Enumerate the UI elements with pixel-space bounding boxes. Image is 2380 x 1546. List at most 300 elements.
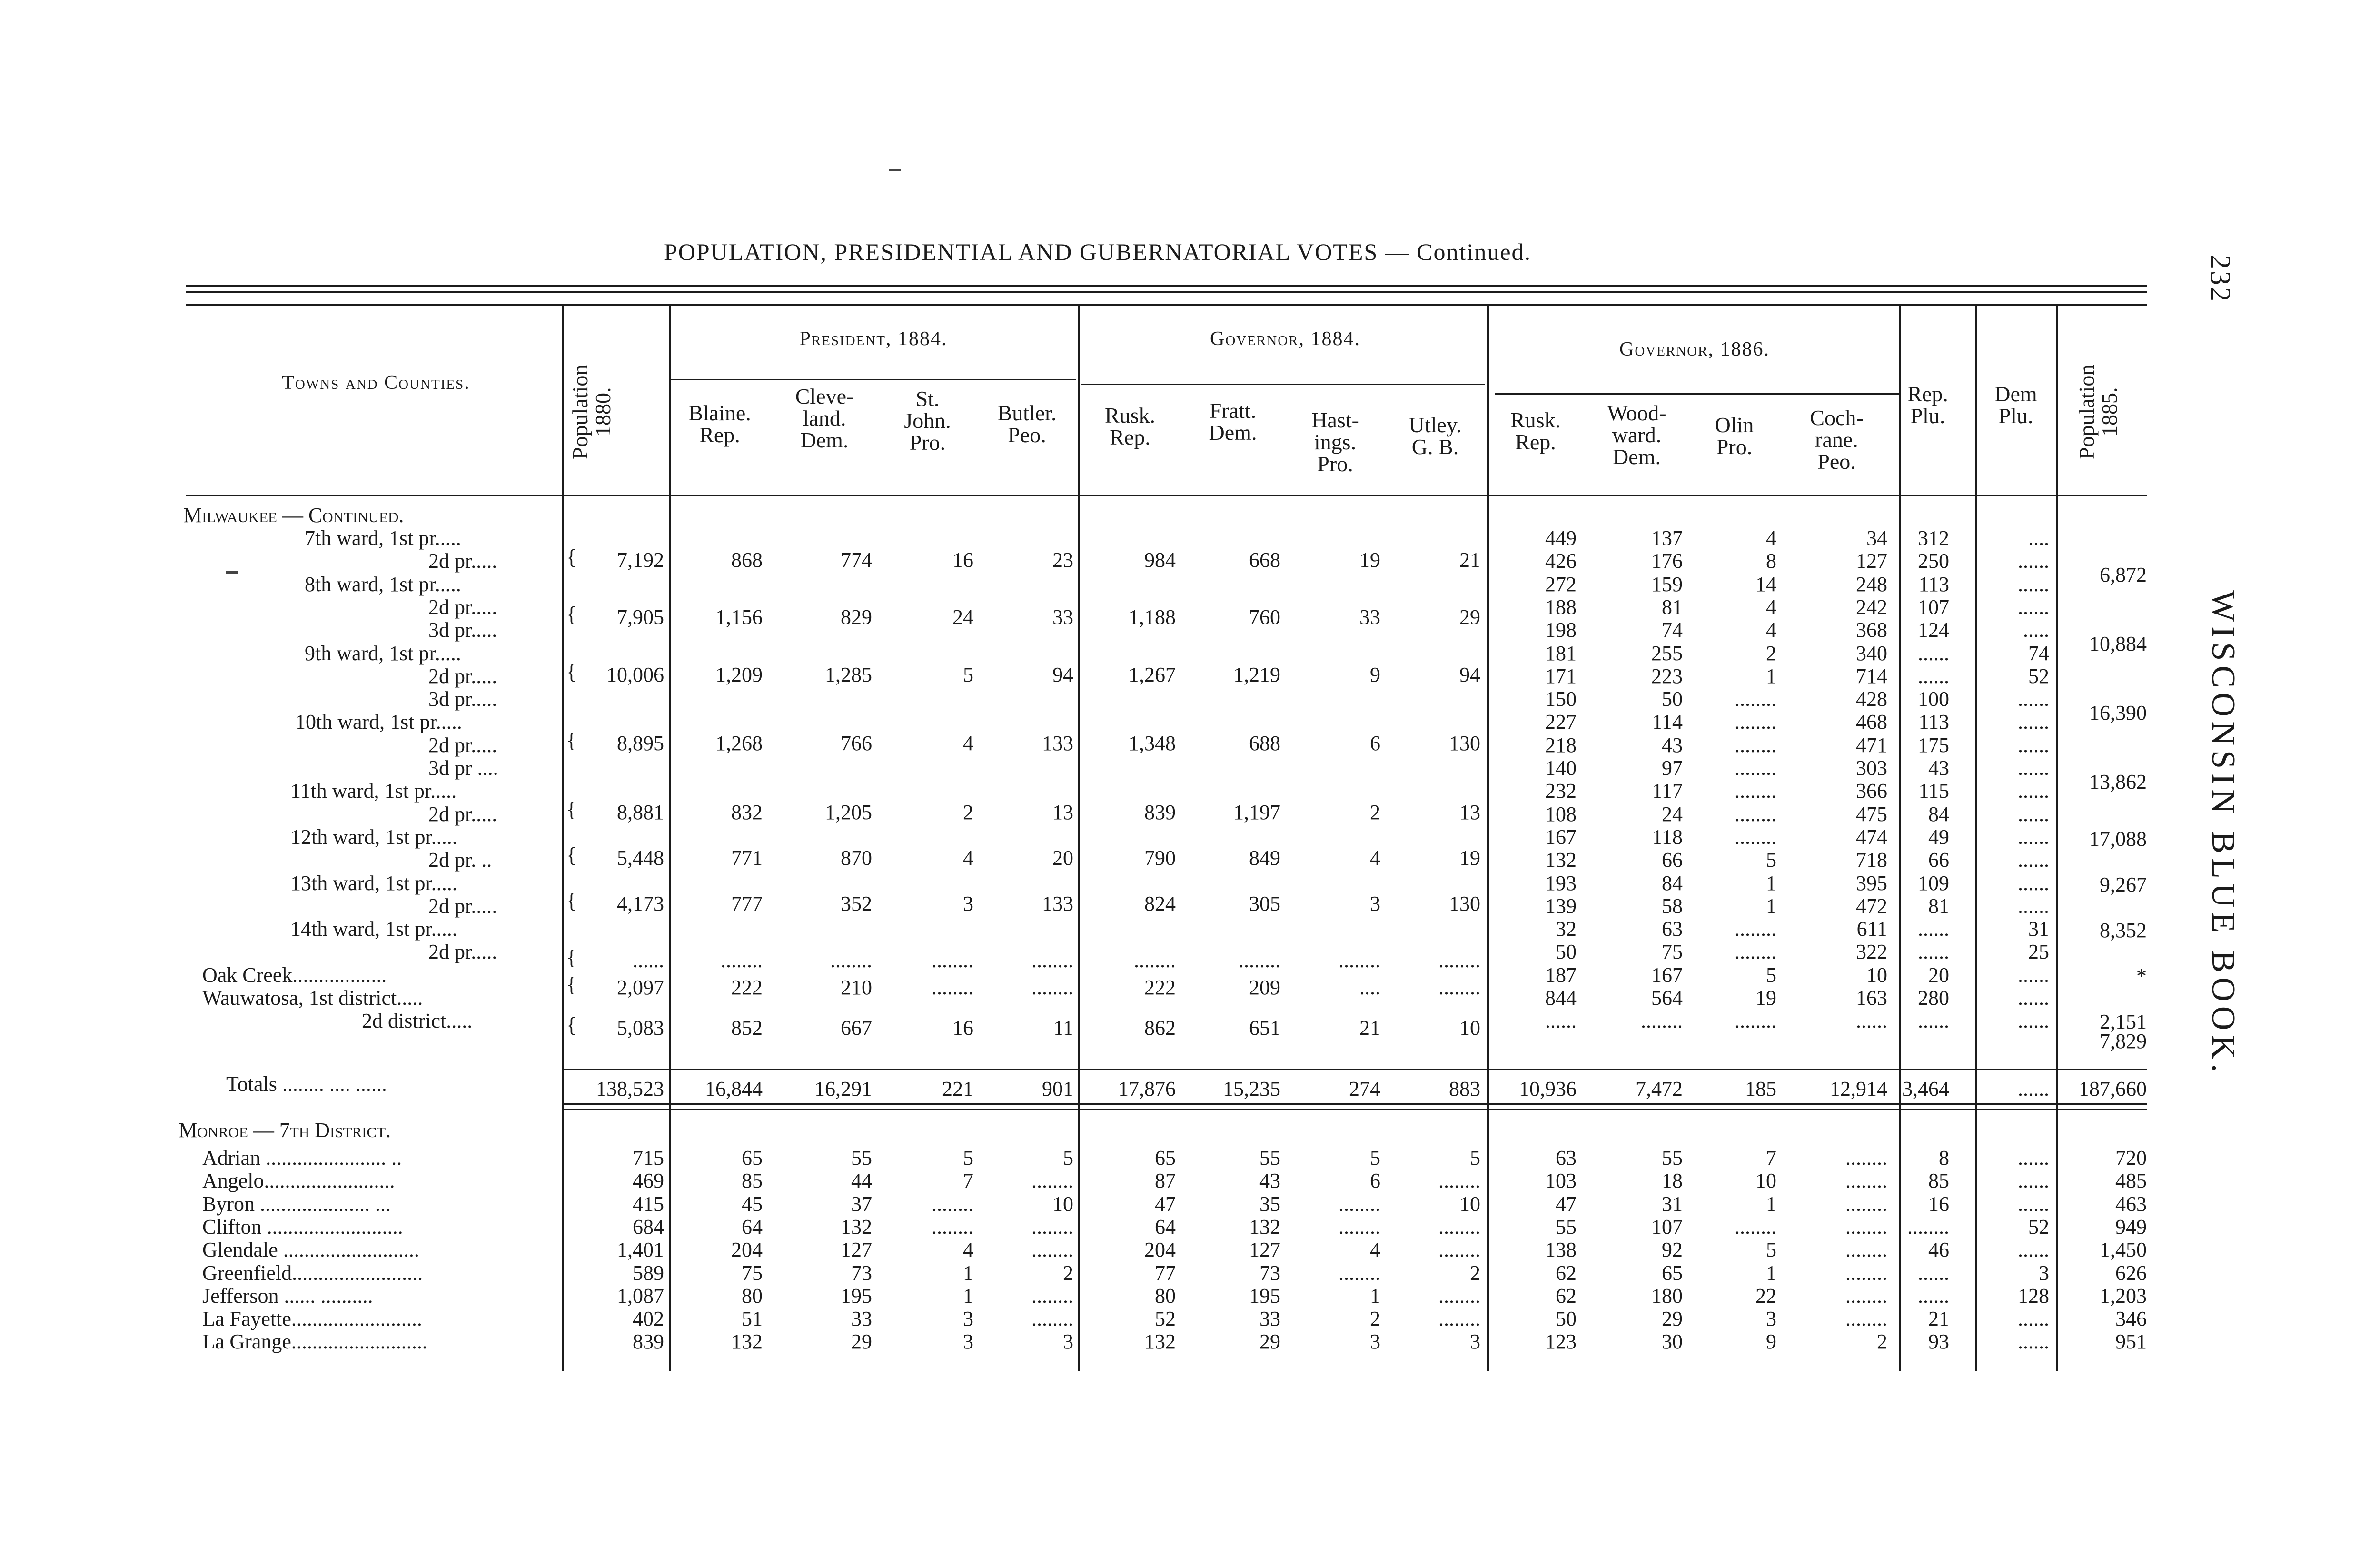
- vote-cell: 117: [1652, 779, 1683, 803]
- vote-cell: 97: [1662, 756, 1683, 780]
- vote-cell: 20: [1928, 963, 1949, 987]
- top-rule-lower: [186, 304, 2147, 306]
- vote-cell: 113: [1918, 710, 1949, 734]
- population-1885-cell: *: [2136, 964, 2147, 988]
- vote-cell: 107: [1651, 1215, 1683, 1239]
- vote-cell: 13: [1052, 801, 1073, 824]
- vote-cell: 2: [1877, 1330, 1887, 1354]
- vote-cell: 5: [1766, 848, 1776, 872]
- vote-cell: 10: [1459, 1192, 1480, 1216]
- vote-cell: ......: [1918, 664, 1949, 688]
- vote-cell: ......: [1918, 917, 1949, 941]
- row-label: 10th ward, 1st pr.....: [295, 710, 462, 734]
- row-label: 2d district.....: [362, 1009, 473, 1033]
- vote-cell: ........: [1239, 949, 1280, 972]
- vote-cell: 84: [1662, 871, 1683, 895]
- column-header: Dem Plu.: [1994, 382, 2037, 428]
- vote-cell: 9: [1766, 1330, 1776, 1354]
- vote-cell: 52: [2028, 1215, 2049, 1239]
- vote-cell: ........: [1845, 1169, 1887, 1193]
- vote-cell: 1: [1766, 664, 1776, 688]
- vote-cell: 128: [2018, 1284, 2049, 1308]
- population-1885-cell: 949: [2115, 1215, 2147, 1239]
- vote-cell: ........: [1735, 1215, 1776, 1239]
- vote-cell: 92: [1662, 1238, 1683, 1262]
- vote-cell: ........: [1031, 1238, 1073, 1262]
- vote-cell: ........: [932, 1192, 973, 1216]
- population-1880-cell: 10,006: [606, 663, 664, 686]
- vote-cell: 132: [1249, 1215, 1280, 1239]
- vote-cell: ........: [932, 976, 973, 999]
- vote-cell: 2: [963, 801, 973, 824]
- section-monroe: Monroe — 7th District.: [178, 1119, 391, 1142]
- vote-cell: ........: [1438, 1307, 1480, 1331]
- population-1880-cell: 715: [633, 1146, 664, 1169]
- vote-cell: 193: [1545, 871, 1577, 895]
- vote-cell: 73: [1259, 1261, 1280, 1285]
- vote-cell: 7: [1766, 1146, 1776, 1169]
- vote-cell: 852: [731, 1016, 763, 1040]
- population-1885-cell: 1,450: [2100, 1238, 2147, 1262]
- vote-cell: 3: [1063, 1330, 1073, 1354]
- col-rule: [1488, 305, 1489, 1371]
- vote-cell: 55: [1259, 1146, 1280, 1169]
- row-label: Jefferson ...... ..........: [202, 1284, 373, 1308]
- row-label: 2d pr. ..: [428, 848, 492, 872]
- vote-cell: ........: [1845, 1238, 1887, 1262]
- vote-cell: 1: [1766, 871, 1776, 895]
- vote-cell: 43: [1928, 756, 1949, 780]
- vote-cell: ....: [2028, 526, 2049, 550]
- vote-cell: 80: [1155, 1284, 1176, 1308]
- vote-cell: 5: [1766, 963, 1776, 987]
- vote-cell: ......: [2018, 595, 2049, 619]
- population-1880-cell: 4,173: [617, 892, 664, 915]
- vote-cell: 4: [1766, 526, 1776, 550]
- vote-cell: ......: [1545, 1009, 1577, 1033]
- population-1885-cell: 346: [2115, 1307, 2147, 1331]
- vote-cell: 33: [851, 1307, 872, 1331]
- vote-cell: 103: [1545, 1169, 1577, 1193]
- vote-cell: 43: [1259, 1169, 1280, 1193]
- population-1885-cell: 951: [2115, 1330, 2147, 1354]
- group-rule-president: [671, 379, 1076, 380]
- row-label: 2d pr.....: [428, 940, 497, 964]
- vote-cell: 195: [1249, 1284, 1280, 1308]
- vote-cell: 81: [1928, 894, 1949, 918]
- vote-cell: 248: [1856, 572, 1887, 596]
- vote-cell: ........: [1735, 733, 1776, 757]
- vote-cell: 849: [1249, 846, 1280, 870]
- vote-cell: 14: [1755, 572, 1776, 596]
- section-milwaukee: Milwaukee — Continued.: [183, 504, 404, 527]
- vote-cell: 132: [1144, 1330, 1176, 1354]
- vote-cell: 7: [963, 1169, 973, 1193]
- population-1880-cell: 839: [633, 1330, 664, 1354]
- vote-cell: 132: [841, 1215, 872, 1239]
- row-label: 3d pr.....: [428, 618, 497, 642]
- vote-cell: 1: [963, 1261, 973, 1285]
- vote-cell: 150: [1545, 687, 1577, 711]
- vote-cell: 94: [1052, 663, 1073, 686]
- vote-cell: 65: [1155, 1146, 1176, 1169]
- vote-cell: ........: [1438, 976, 1480, 999]
- vote-cell: 5: [963, 663, 973, 686]
- vote-cell: 55: [1556, 1215, 1577, 1239]
- column-header: Utley. G. B.: [1408, 413, 1462, 459]
- vote-cell: 3: [2039, 1261, 2049, 1285]
- vote-cell: 449: [1545, 526, 1577, 550]
- vote-cell: 2: [1470, 1261, 1480, 1285]
- vote-cell: 34: [1866, 526, 1887, 550]
- vote-cell: 766: [841, 732, 872, 755]
- vote-cell: ........: [1031, 949, 1073, 972]
- population-1880-total: 138,523: [596, 1077, 664, 1100]
- vote-cell: 16: [1928, 1192, 1949, 1216]
- vote-cell: 139: [1545, 894, 1577, 918]
- vote-cell: 366: [1856, 779, 1887, 803]
- vote-cell: 65: [742, 1146, 763, 1169]
- vote-cell: ........: [1031, 1307, 1073, 1331]
- vote-cell: ........: [1339, 1261, 1380, 1285]
- vote-cell: 127: [841, 1238, 872, 1262]
- vote-cell: 777: [731, 892, 763, 915]
- vote-cell: 667: [841, 1016, 872, 1040]
- vote-cell: 66: [1928, 848, 1949, 872]
- row-label: Greenfield.........................: [202, 1261, 423, 1285]
- vote-total: 16,844: [705, 1077, 763, 1100]
- vote-cell: 1: [1766, 894, 1776, 918]
- vote-cell: ........: [830, 949, 872, 972]
- vote-cell: 140: [1545, 756, 1577, 780]
- row-label: 2d pr.....: [428, 894, 497, 918]
- vote-cell: 10: [1459, 1016, 1480, 1040]
- brace-mark: {: [566, 729, 577, 752]
- top-rule-thin: [186, 291, 2147, 293]
- vote-cell: 33: [1359, 605, 1380, 629]
- col-rule: [1975, 305, 1977, 1371]
- vote-cell: 44: [851, 1169, 872, 1193]
- population-1880-cell: 684: [633, 1215, 664, 1239]
- row-label: Byron ..................... ...: [202, 1192, 391, 1216]
- vote-cell: 718: [1856, 848, 1887, 872]
- vote-cell: 3: [1370, 1330, 1380, 1354]
- vote-cell: 29: [1662, 1307, 1683, 1331]
- row-label: Glendale ..........................: [202, 1238, 419, 1262]
- vote-cell: 280: [1918, 986, 1949, 1010]
- row-label: La Fayette.........................: [202, 1307, 422, 1331]
- vote-cell: 3: [963, 1307, 973, 1331]
- vote-cell: 108: [1545, 802, 1577, 826]
- population-1885-cell: 6,872: [2100, 563, 2147, 586]
- vote-cell: 222: [731, 976, 763, 999]
- brace-mark: {: [566, 798, 577, 821]
- vote-cell: ........: [1735, 756, 1776, 780]
- vote-cell: 870: [841, 846, 872, 870]
- vote-cell: 4: [1766, 618, 1776, 642]
- totals-rule-below: [562, 1103, 2147, 1105]
- vote-cell: 43: [1662, 733, 1683, 757]
- population-1885-cell: 17,088: [2089, 827, 2147, 851]
- vote-cell: 52: [1155, 1307, 1176, 1331]
- scan-speck: [889, 169, 901, 171]
- vote-cell: ........: [1845, 1192, 1887, 1216]
- vote-cell: ......: [2018, 1146, 2049, 1169]
- vote-cell: 62: [1556, 1261, 1577, 1285]
- vote-cell: ........: [1907, 1215, 1949, 1239]
- vote-cell: 4: [1766, 595, 1776, 619]
- vote-cell: ........: [1438, 1284, 1480, 1308]
- vote-cell: 85: [742, 1169, 763, 1193]
- col-rule: [562, 305, 564, 1371]
- vote-cell: 564: [1651, 986, 1683, 1010]
- vote-cell: 218: [1545, 733, 1577, 757]
- population-1885-total: 187,660: [2079, 1077, 2147, 1100]
- vote-cell: 10: [1052, 1192, 1073, 1216]
- vote-total: 10,936: [1519, 1077, 1577, 1100]
- vote-total: 17,876: [1118, 1077, 1176, 1100]
- vote-cell: 668: [1249, 548, 1280, 572]
- vote-cell: 1,209: [715, 663, 763, 686]
- vote-cell: 18: [1662, 1169, 1683, 1193]
- vote-cell: 13: [1459, 801, 1480, 824]
- vote-cell: 3: [963, 892, 973, 915]
- vote-cell: ........: [1641, 1009, 1683, 1033]
- vote-cell: 37: [851, 1192, 872, 1216]
- vote-cell: 4: [963, 732, 973, 755]
- vote-cell: ......: [2018, 871, 2049, 895]
- column-header: Wood- ward. Dem.: [1607, 401, 1666, 469]
- vote-cell: ........: [1438, 949, 1480, 972]
- vote-cell: 47: [1556, 1192, 1577, 1216]
- vote-cell: 1: [1766, 1261, 1776, 1285]
- population-1880-cell: 415: [633, 1192, 664, 1216]
- population-1885-cell: 2,151: [2100, 1010, 2147, 1033]
- vote-cell: 2: [1766, 641, 1776, 665]
- brace-mark: {: [566, 1013, 577, 1037]
- population-1885-cell: 485: [2115, 1169, 2147, 1193]
- vote-cell: 1,268: [715, 732, 763, 755]
- vote-cell: 58: [1662, 894, 1683, 918]
- vote-cell: 29: [1459, 605, 1480, 629]
- vote-cell: 45: [742, 1192, 763, 1216]
- vote-cell: 250: [1918, 549, 1949, 573]
- vote-cell: 50: [1556, 940, 1577, 964]
- vote-cell: ......: [2018, 802, 2049, 826]
- vote-cell: ......: [2018, 894, 2049, 918]
- vote-cell: ........: [1339, 1192, 1380, 1216]
- vote-cell: ......: [2018, 779, 2049, 803]
- vote-cell: 5: [963, 1146, 973, 1169]
- vote-cell: 100: [1918, 687, 1949, 711]
- vote-cell: ........: [1735, 825, 1776, 849]
- vote-cell: 87: [1155, 1169, 1176, 1193]
- vote-cell: 6: [1370, 1169, 1380, 1193]
- vote-cell: 198: [1545, 618, 1577, 642]
- population-1885-cell: 16,390: [2089, 701, 2147, 724]
- vote-cell: 3: [1766, 1307, 1776, 1331]
- vote-cell: 1,219: [1233, 663, 1280, 686]
- vote-cell: 66: [1662, 848, 1683, 872]
- vote-cell: 4: [1370, 1238, 1380, 1262]
- vote-cell: 133: [1042, 732, 1073, 755]
- vote-cell: 75: [742, 1261, 763, 1285]
- vote-cell: ........: [1438, 1238, 1480, 1262]
- vote-cell: 130: [1449, 892, 1480, 915]
- vote-cell: 1,205: [825, 801, 872, 824]
- vote-cell: 474: [1856, 825, 1887, 849]
- population-1885-cell: 720: [2115, 1146, 2147, 1169]
- vote-cell: ........: [1735, 1009, 1776, 1033]
- population-1885-cell: 7,829: [2100, 1030, 2147, 1053]
- pop1885-header: Population 1885.: [2074, 364, 2122, 459]
- vote-cell: ........: [1031, 1169, 1073, 1193]
- group-rule-gov1886: [1495, 393, 1899, 395]
- population-1880-cell: 2,097: [617, 976, 664, 999]
- vote-cell: 5: [1370, 1146, 1380, 1169]
- row-label: 2d pr.....: [428, 802, 497, 826]
- towns-header: Towns and Counties.: [282, 372, 470, 394]
- vote-cell: 368: [1856, 618, 1887, 642]
- vote-cell: 167: [1545, 825, 1577, 849]
- vote-cell: 159: [1651, 572, 1683, 596]
- row-label: 8th ward, 1st pr.....: [305, 572, 461, 596]
- vote-cell: ........: [1438, 1169, 1480, 1193]
- vote-cell: 25: [2028, 940, 2049, 964]
- vote-cell: 1: [963, 1284, 973, 1308]
- vote-cell: 33: [1052, 605, 1073, 629]
- vote-cell: 11: [1053, 1016, 1073, 1040]
- brace-mark: {: [566, 946, 577, 969]
- vote-cell: 984: [1144, 548, 1176, 572]
- vote-cell: ......: [2018, 1238, 2049, 1262]
- col-rule: [1899, 305, 1901, 1371]
- vote-cell: 195: [841, 1284, 872, 1308]
- vote-cell: ......: [1918, 940, 1949, 964]
- population-1885-cell: 9,267: [2100, 873, 2147, 896]
- vote-cell: 322: [1856, 940, 1887, 964]
- vote-cell: ........: [932, 949, 973, 972]
- vote-cell: ........: [1339, 1215, 1380, 1239]
- vote-cell: 1,285: [825, 663, 872, 686]
- vote-cell: 80: [742, 1284, 763, 1308]
- vote-cell: 1,188: [1129, 605, 1176, 629]
- vote-cell: ......: [1918, 641, 1949, 665]
- vote-cell: 1: [1370, 1284, 1380, 1308]
- vote-cell: 21: [1459, 548, 1480, 572]
- population-1880-cell: 589: [633, 1261, 664, 1285]
- vote-cell: 47: [1155, 1192, 1176, 1216]
- row-label: 7th ward, 1st pr.....: [305, 526, 461, 550]
- population-1885-cell: 13,862: [2089, 770, 2147, 793]
- vote-cell: 340: [1856, 641, 1887, 665]
- vote-cell: 30: [1662, 1330, 1683, 1354]
- vote-cell: 472: [1856, 894, 1887, 918]
- vote-cell: 63: [1556, 1146, 1577, 1169]
- vote-cell: 138: [1545, 1238, 1577, 1262]
- vote-cell: ......: [2018, 733, 2049, 757]
- vote-cell: 130: [1449, 732, 1480, 755]
- vote-cell: 3: [1470, 1330, 1480, 1354]
- vote-cell: 9: [1370, 663, 1380, 686]
- vote-cell: ......: [1918, 1284, 1949, 1308]
- vote-cell: 187: [1545, 963, 1577, 987]
- top-rule: [186, 285, 2147, 287]
- population-1885-cell: 10,884: [2089, 632, 2147, 655]
- brace-mark: {: [566, 889, 577, 912]
- vote-cell: 19: [1459, 846, 1480, 870]
- vote-cell: ........: [1735, 802, 1776, 826]
- vote-cell: 51: [742, 1307, 763, 1331]
- vote-cell: 8: [1766, 549, 1776, 573]
- vote-cell: 73: [851, 1261, 872, 1285]
- vote-cell: ......: [2018, 1192, 2049, 1216]
- row-label: 12th ward, 1st pr.....: [290, 825, 457, 849]
- vote-cell: 227: [1545, 710, 1577, 734]
- row-label: 2d pr.....: [428, 549, 497, 573]
- vote-total: 16,291: [814, 1077, 872, 1100]
- vote-cell: 77: [1155, 1261, 1176, 1285]
- vote-cell: 1,348: [1129, 732, 1176, 755]
- population-1880-cell: 7,192: [617, 548, 664, 572]
- vote-cell: 23: [1052, 548, 1073, 572]
- vote-cell: 132: [1545, 848, 1577, 872]
- col-rule: [669, 305, 671, 1371]
- row-label: Angelo.........................: [202, 1169, 395, 1193]
- totals-label: Totals ........ .... ......: [226, 1072, 387, 1096]
- vote-cell: 55: [851, 1146, 872, 1169]
- vote-cell: ........: [1339, 949, 1380, 972]
- vote-cell: 8: [1939, 1146, 1949, 1169]
- column-header: Coch- rane. Peo.: [1810, 406, 1864, 474]
- vote-cell: 468: [1856, 710, 1887, 734]
- population-1880-cell: 8,895: [617, 732, 664, 755]
- vote-cell: 4: [963, 1238, 973, 1262]
- vote-cell: 5: [1766, 1238, 1776, 1262]
- population-1880-cell: ......: [633, 949, 664, 972]
- vote-cell: 85: [1928, 1169, 1949, 1193]
- population-1880-cell: 7,905: [617, 605, 664, 629]
- brace-mark: {: [566, 660, 577, 684]
- group-rule-gov1884: [1081, 384, 1485, 385]
- vote-cell: 114: [1652, 710, 1683, 734]
- running-head: WISCONSIN BLUE BOOK.: [2205, 590, 2241, 1077]
- vote-cell: 4: [963, 846, 973, 870]
- vote-cell: 428: [1856, 687, 1887, 711]
- brace-mark: {: [566, 973, 577, 996]
- vote-cell: ......: [1918, 1261, 1949, 1285]
- column-header: St. John. Pro.: [904, 386, 951, 455]
- vote-cell: 832: [731, 801, 763, 824]
- vote-cell: 232: [1545, 779, 1577, 803]
- vote-cell: 204: [731, 1238, 763, 1262]
- vote-cell: 176: [1651, 549, 1683, 573]
- vote-cell: ........: [1845, 1307, 1887, 1331]
- population-1880-cell: 1,401: [617, 1238, 664, 1262]
- vote-cell: 24: [952, 605, 973, 629]
- vote-cell: 188: [1545, 595, 1577, 619]
- vote-cell: 163: [1856, 986, 1887, 1010]
- vote-cell: 175: [1918, 733, 1949, 757]
- vote-cell: 118: [1652, 825, 1683, 849]
- row-label: Wauwatosa, 1st district.....: [202, 986, 423, 1010]
- vote-total: 3,464: [1902, 1077, 1949, 1100]
- column-header: Hast- ings. Pro.: [1311, 408, 1359, 476]
- group-governor-1884: Governor, 1884.: [1210, 328, 1360, 350]
- vote-cell: 22: [1755, 1284, 1776, 1308]
- vote-cell: 222: [1144, 976, 1176, 999]
- vote-cell: ......: [2018, 1009, 2049, 1033]
